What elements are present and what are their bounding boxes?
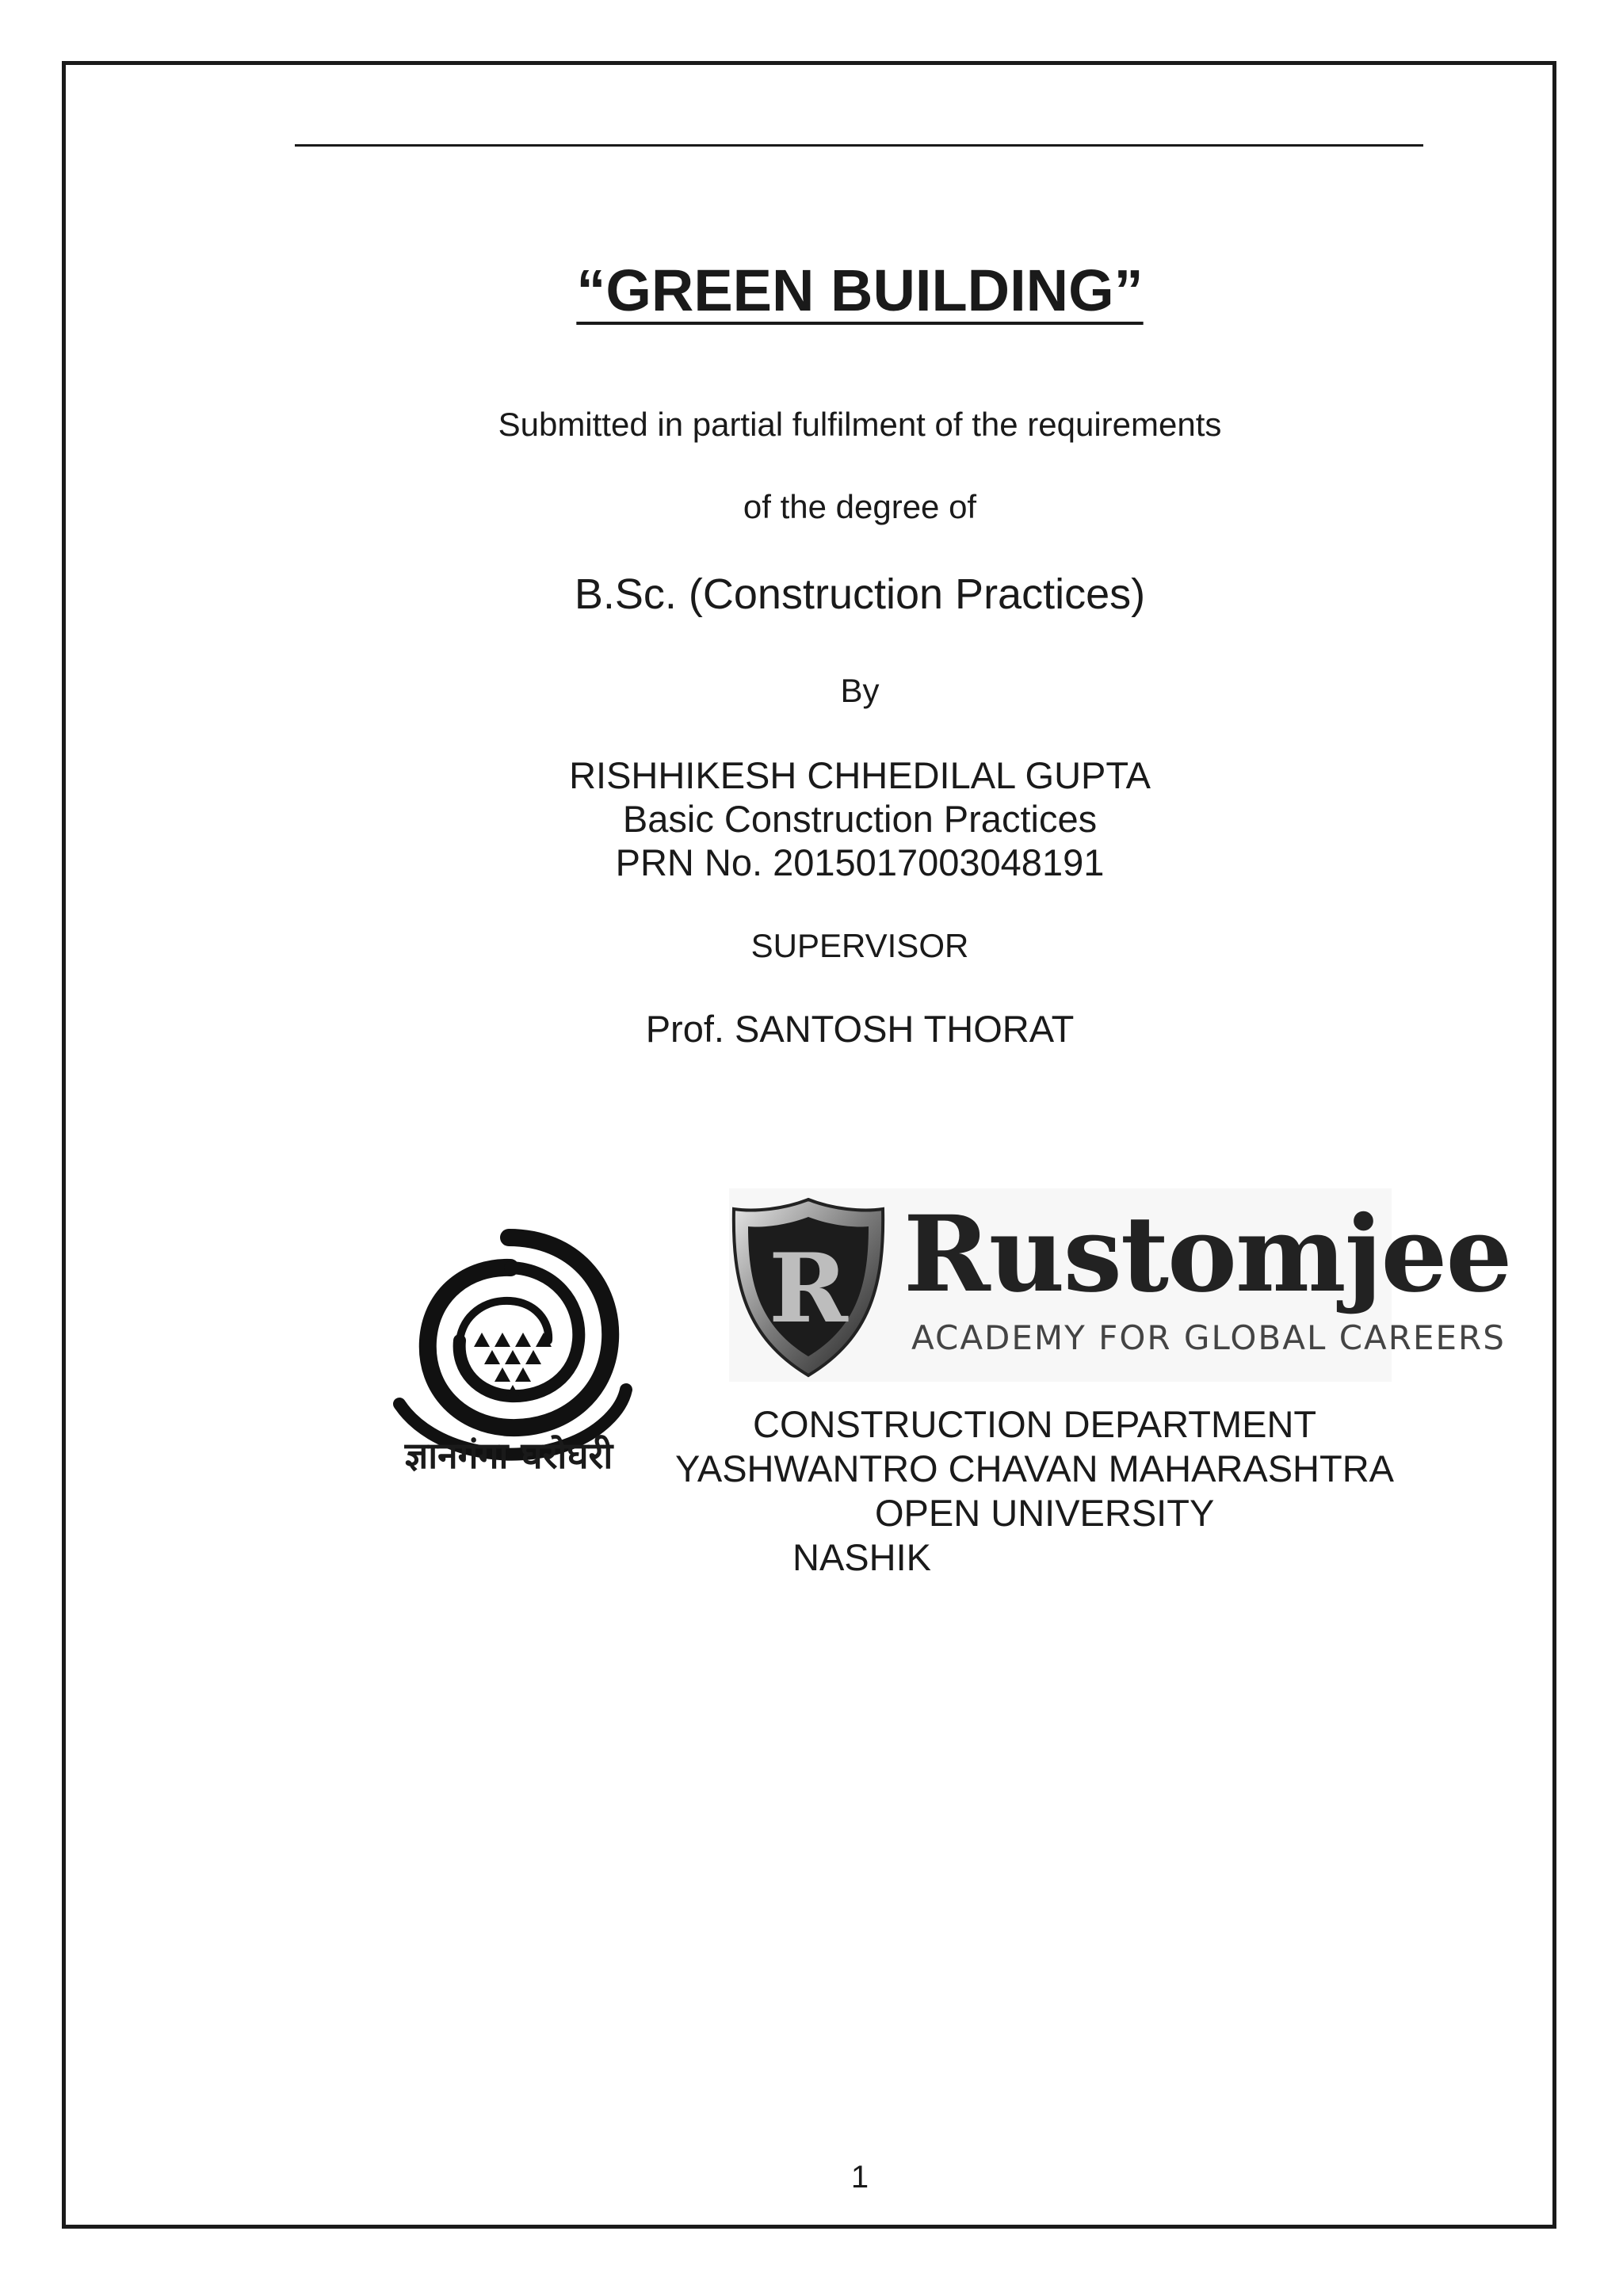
- degree-name: B.Sc. (Construction Practices): [574, 570, 1146, 618]
- degree-of-line: of the degree of: [743, 488, 977, 525]
- supervisor-name: Prof. SANTOSH THORAT: [645, 1008, 1075, 1050]
- course-name: Basic Construction Practices: [622, 798, 1098, 840]
- header-rule: [295, 144, 1423, 147]
- prn-number: PRN No. 2015017003048191: [615, 841, 1105, 883]
- academy-logo: [729, 1188, 1511, 1382]
- student-name: RISHHIKESH CHHEDILAL GUPTA: [569, 754, 1151, 796]
- supervisor-label: SUPERVISOR: [750, 927, 969, 964]
- academy-tagline: ACADEMY FOR GLOBAL CAREERS: [911, 1318, 1506, 1357]
- academy-wordmark: Rustomjee: [903, 1193, 1511, 1316]
- submitted-line: Submitted in partial fulfilment of the requirements: [498, 406, 1222, 443]
- university-name-line1: YASHWANTRO CHAVAN MAHARASHTRA: [675, 1447, 1394, 1489]
- svg-text:R: R: [769, 1233, 848, 1344]
- shield-r-crest-icon: [729, 1195, 888, 1379]
- university-name-line2: OPEN UNIVERSITY: [875, 1492, 1215, 1534]
- department-name: CONSTRUCTION DEPARTMENT: [753, 1403, 1317, 1445]
- page-number: 1: [850, 2160, 869, 2195]
- document-title: “GREEN BUILDING”: [576, 257, 1144, 323]
- by-label: By: [840, 672, 880, 709]
- emblem-caption: ज्ञानगंगा घरोघरी: [404, 1434, 613, 1477]
- city-name: NASHIK: [792, 1536, 931, 1578]
- page-border: [62, 61, 1556, 2229]
